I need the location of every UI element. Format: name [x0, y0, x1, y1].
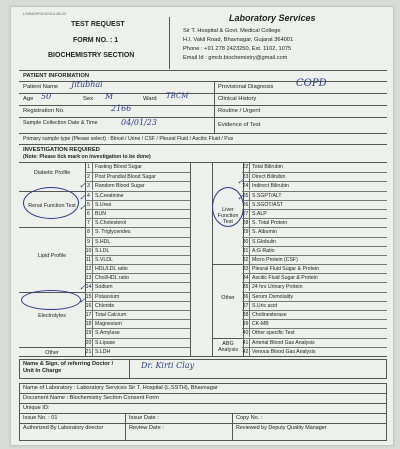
rule [19, 393, 387, 394]
test-row[interactable] [242, 246, 387, 255]
footer-box [19, 383, 387, 441]
registration-value: 2166 [111, 104, 132, 113]
test-number: 40 [242, 330, 249, 337]
test-row[interactable] [85, 218, 190, 227]
test-row[interactable] [242, 328, 387, 337]
test-group-label: Other [45, 349, 59, 356]
sample-collection-value: 04/01/23 [121, 118, 157, 127]
test-name: Venous Blood Gas Analysis [252, 348, 316, 355]
rule [214, 93, 387, 94]
footer-unique-id: Unique ID: [23, 405, 50, 411]
test-name: Micro Protein (CSF) [252, 256, 298, 263]
test-group-label: Electrolytes [38, 313, 66, 320]
footer-review-date: Review Date : [129, 425, 164, 431]
test-row[interactable] [242, 264, 387, 273]
patient-section-title: PATIENT INFORMATION [23, 73, 90, 79]
renal-group-circle [23, 187, 79, 219]
test-name: S. Total Protein [252, 220, 288, 227]
test-number: 36 [242, 293, 249, 300]
primary-sample-type: Primary sample type (Please select) : Blood / Urine / CSF / Pleural Fluid / Ascitic Fluid / Pus [23, 136, 234, 142]
test-number: 39 [242, 321, 249, 328]
test-name: Random Blood Sugar [95, 183, 145, 190]
tick-mark: ✓ [237, 193, 244, 202]
test-number: 17 [85, 312, 92, 319]
age-label: Age [23, 96, 34, 102]
test-row[interactable] [85, 282, 190, 291]
test-row[interactable] [85, 328, 190, 337]
test-row[interactable] [85, 227, 190, 236]
lab-address-2: H.I. Vakil Road, Bhavnagar, Gujarat 364001 [183, 37, 294, 43]
test-number: 31 [242, 247, 249, 254]
test-number: 21 [85, 348, 92, 355]
footer-document-name: Document Name : Biochemistry Section Consent Form [23, 395, 159, 401]
tick-mark: ✓ [237, 177, 244, 186]
test-number: 14 [85, 284, 92, 291]
test-name: S.Creatinine [95, 192, 124, 199]
test-number: 22 [242, 164, 249, 170]
test-name: S.SGOT/AST [252, 201, 284, 208]
test-name: Potassium [95, 293, 120, 300]
footer-authorized-by: Authorized By Laboratory director [23, 425, 104, 431]
test-number: 33 [242, 266, 249, 273]
ward-value: TBCM [166, 92, 189, 100]
lab-name: Laboratory Services [229, 13, 316, 23]
test-name: S.Globulin [252, 238, 276, 245]
test-number: 20 [85, 339, 92, 346]
footer-copy-no: Copy No. : [236, 415, 263, 421]
test-number: 11 [85, 256, 92, 263]
test-row[interactable] [242, 227, 387, 236]
test-name: S.Amylase [95, 330, 120, 337]
test-row[interactable] [85, 264, 190, 273]
sex-value: M [105, 92, 114, 101]
rule [19, 70, 387, 71]
test-number: 12 [85, 266, 92, 273]
test-group-label: Diabetic Profile [33, 169, 71, 176]
test-name: S. Triglycerides [95, 229, 131, 236]
test-row[interactable] [242, 218, 387, 227]
tick-mark: ✓ [79, 203, 86, 212]
test-number: 37 [242, 302, 249, 309]
clinical-history-label: Clinical History [218, 96, 257, 102]
test-name: Pleural Fluid Sugar & Protein [252, 266, 319, 273]
test-name: S.LDH [95, 348, 111, 355]
referring-doctor-value: Dr. Kirti Clay [141, 361, 195, 370]
test-number: 27 [242, 210, 249, 217]
test-row[interactable] [85, 292, 190, 301]
footer-reviewed-by: Reviewed by Deputy Quality Manager [236, 425, 327, 431]
referring-divider [129, 359, 130, 379]
rule [19, 133, 387, 134]
test-row[interactable] [242, 255, 387, 264]
rule [214, 105, 387, 106]
test-number: 30 [242, 238, 249, 245]
test-row[interactable] [242, 191, 387, 200]
test-number: 41 [242, 339, 249, 346]
test-row[interactable] [85, 209, 190, 218]
test-row[interactable] [242, 347, 387, 356]
tick-mark: ✓ [79, 296, 86, 305]
form-reference-code: LS/BIO/F01/GSL/LIB-04 [23, 11, 66, 16]
test-row[interactable] [85, 319, 190, 328]
test-number: 29 [242, 229, 249, 236]
form-number: FORM NO. : 1 [73, 37, 119, 44]
test-row[interactable] [85, 310, 190, 319]
test-row[interactable] [242, 301, 387, 310]
test-number: 18 [85, 321, 92, 328]
test-number: 1 [85, 163, 93, 172]
test-group [19, 227, 85, 291]
test-row[interactable] [85, 273, 190, 282]
header-divider [169, 17, 170, 69]
test-name: Other specific Test [252, 330, 295, 337]
form-section: BIOCHEMISTRY SECTION [48, 52, 135, 59]
test-name: BUN [95, 210, 106, 217]
rule [19, 117, 214, 118]
test-group-label: Lipid Profile [37, 253, 67, 260]
test-number: 26 [242, 201, 249, 208]
sex-label: Sex [83, 96, 93, 102]
rule [19, 403, 387, 404]
test-number: 28 [242, 220, 249, 227]
test-row[interactable] [242, 282, 387, 291]
test-name: S.Uric acid [252, 302, 278, 309]
test-row[interactable] [242, 319, 387, 328]
form-title: TEST REQUEST [71, 21, 125, 28]
test-number: 7 [85, 219, 93, 227]
test-row[interactable] [85, 172, 190, 181]
test-row[interactable] [242, 181, 387, 190]
test-group [213, 338, 243, 356]
rule [19, 144, 387, 145]
ward-label: Ward [143, 96, 157, 102]
test-name: Direct Bilirubin [252, 174, 286, 181]
test-name: Post Prandial Blood Sugar [95, 174, 156, 181]
rule [19, 423, 387, 424]
test-number: 32 [242, 256, 249, 263]
test-group-label: ABG Analysis [217, 340, 239, 353]
test-number: 4 [85, 192, 93, 200]
lab-phone: Phone : +91 278 2423250, Ext. 1102, 1075 [183, 46, 292, 52]
test-group-label: Renal Function Test [28, 202, 76, 209]
left-test-column [85, 163, 191, 356]
test-row[interactable] [85, 200, 190, 209]
test-row[interactable] [242, 172, 387, 181]
electrolytes-group-circle [21, 290, 81, 310]
footer-divider [232, 413, 233, 441]
diagnosis-value: COPD [296, 78, 327, 89]
test-number: 19 [85, 330, 92, 337]
test-number: 13 [85, 275, 92, 282]
test-row[interactable] [242, 273, 387, 282]
routine-urgent-label: Routine / Urgent [218, 108, 261, 114]
test-number: 25 [242, 192, 249, 199]
test-number: 24 [242, 183, 249, 190]
test-number: 3 [85, 182, 93, 190]
test-row[interactable] [242, 338, 387, 347]
test-row[interactable] [242, 200, 387, 209]
right-test-column [242, 163, 387, 356]
test-name: 24 hrs Urinary Protein [252, 284, 303, 291]
test-row[interactable] [85, 191, 190, 200]
test-number: 16 [85, 302, 92, 309]
test-number: 6 [85, 210, 93, 218]
test-group-label: Liver Function Test [217, 206, 239, 225]
test-number: 2 [85, 173, 93, 181]
test-row[interactable] [85, 181, 190, 190]
test-number: 38 [242, 312, 249, 319]
test-name: S.VLDL [95, 256, 113, 263]
test-name: S.ALP [252, 210, 267, 217]
test-name: S.SGPT/ALT [252, 192, 282, 199]
test-name: Sodium [95, 284, 113, 291]
test-name: Arterial Blood Gas Analysis [252, 339, 315, 346]
rule [214, 117, 387, 118]
test-group-label: Other [221, 294, 235, 301]
tick-mark: ✓ [79, 193, 86, 202]
tick-mark: ✓ [79, 283, 86, 292]
footer-issue-no: Issue No. : 01 [23, 415, 58, 421]
test-name: Serum Osmolality [252, 293, 293, 300]
patient-name-value: Jitubhai [71, 80, 103, 89]
test-row[interactable] [85, 338, 190, 347]
test-number: 8 [85, 228, 93, 236]
request-form-sheet [10, 6, 394, 446]
test-name: S.HDL [95, 238, 111, 245]
test-name: HDL/LDL ratio [95, 266, 128, 273]
test-row[interactable] [242, 163, 387, 172]
test-number: 9 [85, 238, 93, 246]
lab-email: Email Id : gmcb.biochemistry@gmail.com [183, 55, 288, 61]
test-number: 23 [242, 174, 249, 181]
investigation-tables [19, 162, 387, 357]
tick-mark: ✓ [79, 181, 86, 190]
footer-issue-date: Issue Date : [129, 415, 159, 421]
test-name: Total Bilirubin [252, 164, 283, 170]
test-row[interactable] [85, 255, 190, 264]
test-name: Chol/HDL ratio [95, 275, 129, 282]
lab-address-1: Sir T. Hospital & Govt. Medical College [183, 28, 281, 34]
test-name: S.Cholesterol [95, 220, 127, 227]
footer-divider [125, 413, 126, 441]
test-name: S.Urea [95, 201, 112, 208]
patient-divider [214, 81, 215, 133]
test-name: Total Calcium [95, 312, 127, 319]
test-row[interactable] [85, 301, 190, 310]
age-value: 50 [41, 92, 52, 101]
diagnosis-label: Provisional Diagnosis [218, 84, 274, 90]
referring-doctor-label: Name & Sign. of referring Doctor / Unit In Charge [23, 361, 114, 374]
test-number: 10 [85, 247, 92, 254]
rule [19, 413, 387, 414]
investigation-note: (Note: Please tick mark on investigation to be done) [23, 154, 151, 160]
evidence-label: Evidence of Test [218, 122, 261, 128]
registration-label: Registration No. [23, 108, 65, 114]
test-name: S.LDL [95, 247, 110, 254]
test-row[interactable] [242, 209, 387, 218]
test-name: A:G Ratio [252, 247, 275, 254]
footer-lab-name: Name of Laboratory : Laboratory Services Sir T. Hospital (L.SSTH), Bhavnagar [23, 385, 218, 391]
test-number: 5 [85, 201, 93, 209]
test-name: Magnesium [95, 321, 122, 328]
test-name: CK-MB [252, 321, 269, 328]
test-row[interactable] [85, 347, 190, 356]
test-row[interactable] [242, 292, 387, 301]
test-row[interactable] [242, 310, 387, 319]
test-row[interactable] [85, 163, 190, 172]
test-name: Indirect Bilirubin [252, 183, 289, 190]
test-row[interactable] [85, 237, 190, 246]
test-group [213, 264, 243, 338]
test-name: Cholinesterase [252, 312, 287, 319]
test-number: 35 [242, 284, 249, 291]
test-number: 42 [242, 348, 249, 355]
test-name: S.Lipase [95, 339, 116, 346]
test-name: Fasting Blood Sugar [95, 164, 143, 170]
test-name: S. Albumin [252, 229, 277, 236]
investigation-title: INVESTIGATION REQUIRED [23, 147, 100, 153]
test-row[interactable] [85, 246, 190, 255]
test-number: 15 [85, 293, 92, 300]
sample-collection-label: Sample Collection Date & Time [23, 120, 98, 126]
test-name: Ascitic Fluid Sugar & Protein [252, 275, 318, 282]
test-row[interactable] [242, 237, 387, 246]
test-name: Chloride [95, 302, 115, 309]
patient-name-label: Patient Name [23, 84, 59, 90]
test-number: 34 [242, 275, 249, 282]
